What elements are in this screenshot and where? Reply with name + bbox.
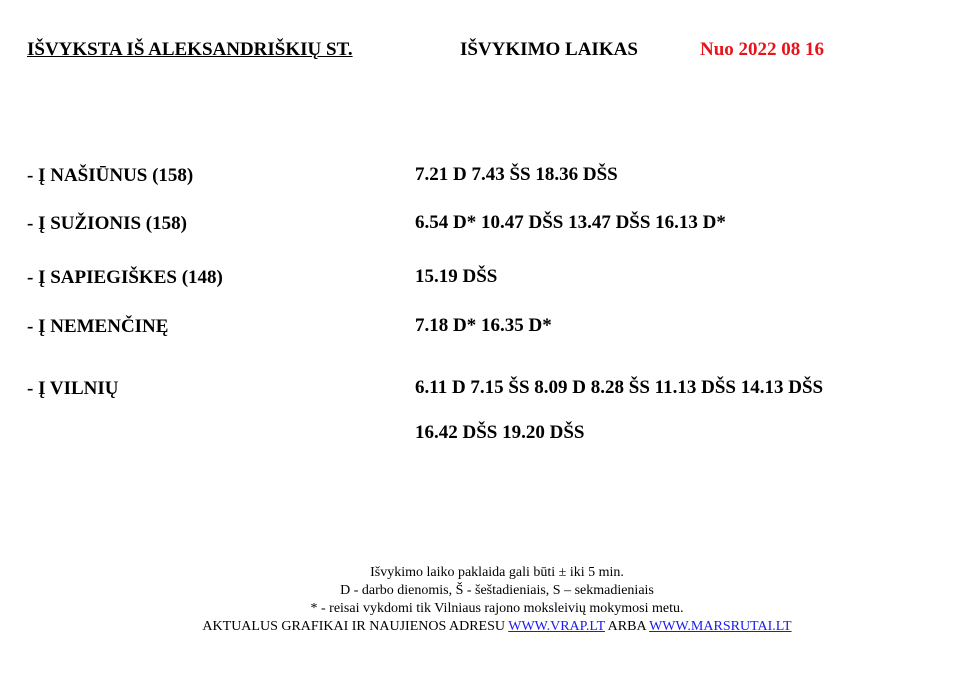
route-times-line: 7.18 D* 16.35 D*	[415, 315, 552, 336]
footer-asterisk-note: * - reisai vykdomi tik Vilniaus rajono moksleivių mokymosi metu.	[310, 601, 684, 616]
footer-notes	[0, 564, 967, 636]
route-destination: - Į SUŽIONIS (158)	[27, 213, 187, 234]
footer-legend-note: D - darbo dienomis, Š - šeštadieniais, S – sekmadieniais	[340, 583, 654, 598]
route-times	[415, 303, 552, 348]
route-times-line: 7.21 D 7.43 ŠS 18.36 DŠS	[415, 164, 618, 185]
header-departure-label: IŠVYKIMO LAIKAS	[460, 39, 638, 60]
route-destination: - Į SAPIEGIŠKES (148)	[27, 267, 223, 288]
header-from-label: IŠVYKSTA IŠ ALEKSANDRIŠKIŲ ST.	[27, 39, 353, 60]
route-times-line: 6.54 D* 10.47 DŠS 13.47 DŠS 16.13 D*	[415, 212, 726, 233]
vrap-link[interactable]: WWW.VRAP.LT	[508, 619, 605, 634]
route-destination: - Į NAŠIŪNUS (158)	[27, 165, 194, 186]
route-times	[415, 200, 726, 245]
header-valid-from: Nuo 2022 08 16	[700, 39, 825, 60]
route-times-line: 16.42 DŠS 19.20 DŠS	[415, 422, 585, 443]
footer-links-prefix: AKTUALUS GRAFIKAI IR NAUJIENOS ADRESU	[202, 619, 509, 634]
route-destination: - Į NEMENČINĘ	[27, 316, 169, 337]
route-times	[415, 365, 823, 455]
route-times-line: 15.19 DŠS	[415, 266, 498, 287]
route-destination: - Į VILNIŲ	[27, 378, 119, 399]
route-times	[415, 254, 497, 299]
footer-tolerance-note: Išvykimo laiko paklaida gali būti ± iki 5 min.	[370, 565, 624, 580]
footer-links-line	[0, 618, 967, 636]
footer-links-mid: ARBA	[604, 619, 650, 634]
route-times	[415, 152, 618, 197]
route-times-line: 6.11 D 7.15 ŠS 8.09 D 8.28 ŠS 11.13 DŠS 14.13 DŠS	[415, 377, 824, 398]
marsrutai-link[interactable]: WWW.MARSRUTAI.LT	[649, 619, 792, 634]
